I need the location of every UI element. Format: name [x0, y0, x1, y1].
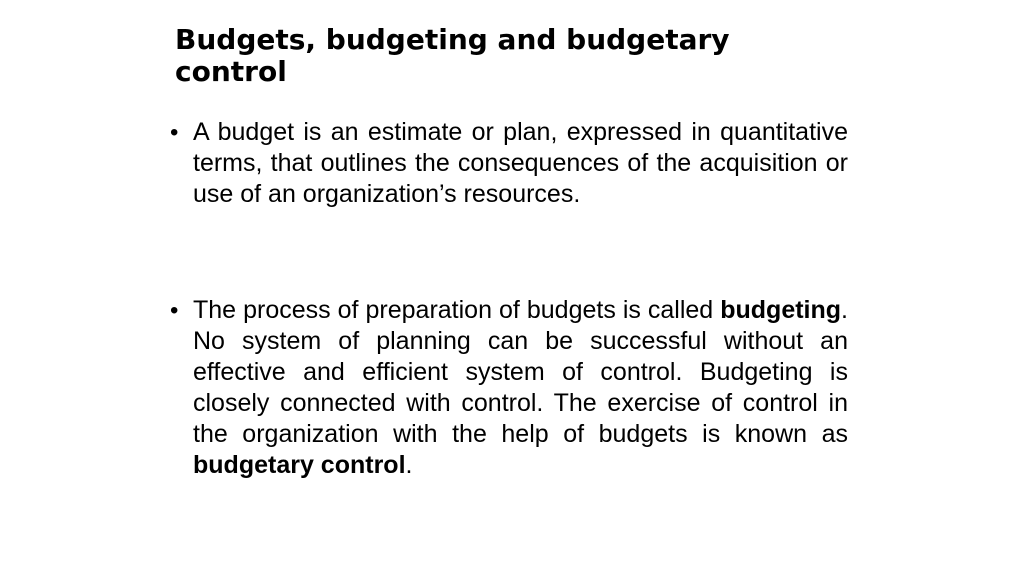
bullet-text-content: A budget is an estimate or plan, expressed in quantitative terms, that outlines the consequences of the acquisition or use of an organization’s resources. [193, 118, 848, 208]
bold-term-budgeting: budgeting [720, 296, 842, 324]
bullet-marker: • [170, 119, 179, 146]
bold-term-budgetary-control: budgetary control [193, 451, 406, 479]
bullet-text [193, 117, 848, 210]
bullet-text-part: . No system of planning can be successful without an effective and efficient system of control. Budgeting is closely connected with control. The exercise of control in the organization with the help of budgets is known as [193, 296, 848, 448]
bullet-item-budgeting-process [170, 295, 848, 481]
bullet-marker: • [170, 297, 179, 324]
bullet-item-budget-definition [170, 117, 848, 210]
bullet-text [193, 295, 848, 481]
slide-title: Budgets, budgeting and budgetary control [175, 23, 730, 88]
bullet-text-part: The process of preparation of budgets is called [193, 296, 721, 324]
bullet-text-part: . [405, 451, 413, 479]
